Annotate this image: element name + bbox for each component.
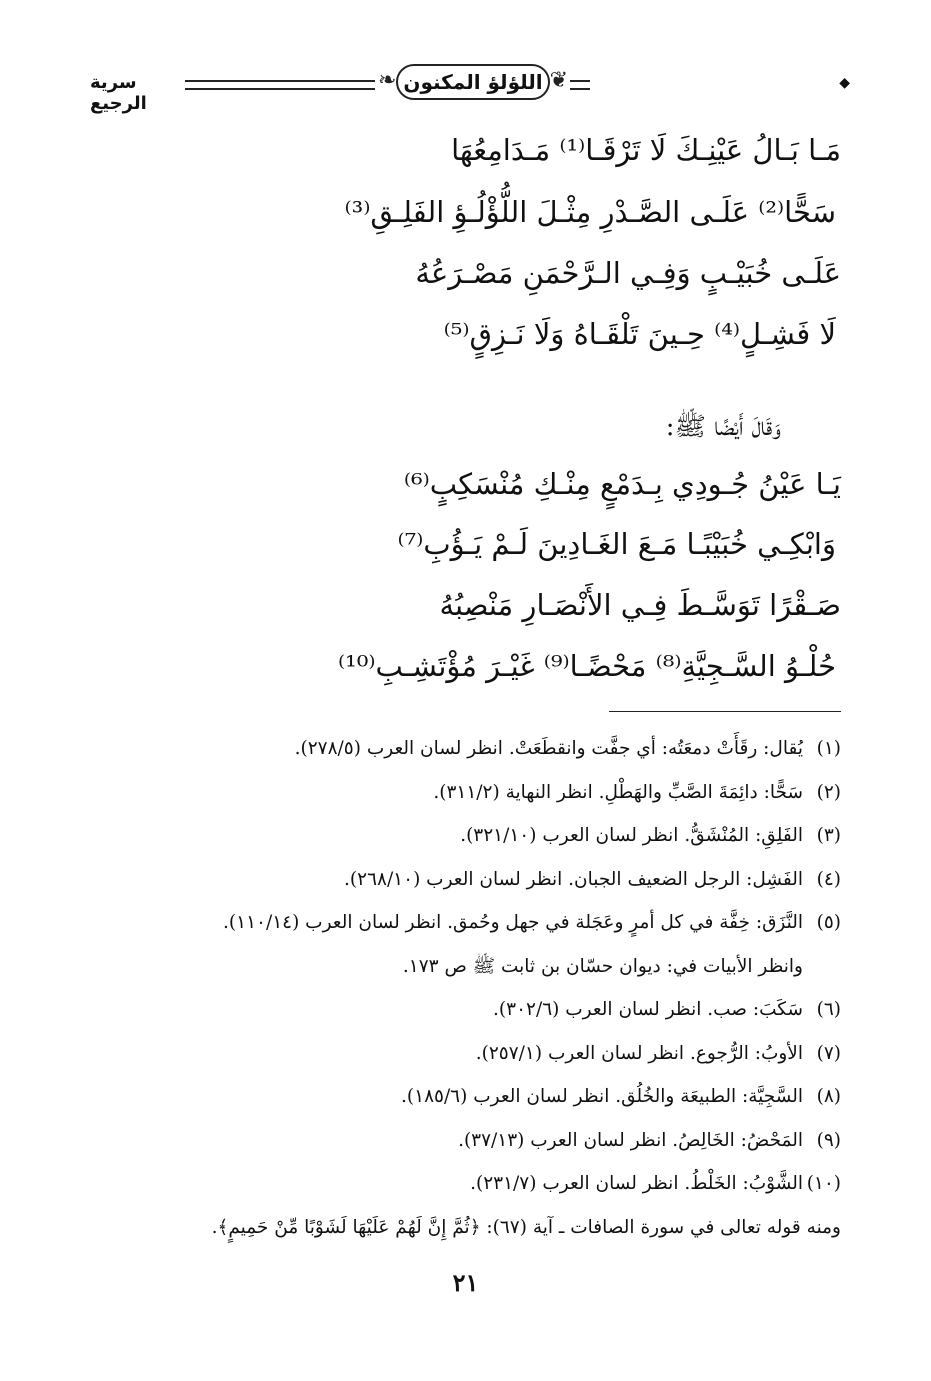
header-rule-right: [570, 80, 590, 90]
footnote-text: وانظر الأبيات في: ديوان حسّان بن ثابت ﷺ ص ١٧٣.: [402, 955, 803, 977]
footnote-continuation: [81, 945, 841, 989]
footnote: [81, 858, 841, 902]
footnote-separator: [609, 711, 841, 712]
verse-line: صَـقْرًا تَوَسَّـطَ فِـي الأَنْصَـارِ مَنْصِبُهُ: [439, 588, 841, 622]
footnote-text: يُقال: رقَأَتْ دمعَتُه: أي جفَّت وانقطَعَتْ. انظر لسان العرب (٢٧٨/٥).: [294, 738, 803, 759]
footnote-text: الأوبُ: الرُّجوع. انظر لسان العرب (٢٥٧/١).: [475, 1042, 803, 1064]
footnote-number: (٥): [816, 912, 841, 933]
footnote: [81, 771, 841, 815]
footnote-number: (٤): [816, 868, 841, 890]
verse-line: سَحًّا⁽²⁾ عَلَـى الصَّـدْرِ مِثْـلَ اللُّؤْلُـؤِ الفَلِـقِ⁽³⁾: [344, 195, 836, 229]
footnote-text: سَحًّا: دائِمَةَ الصَّبِّ والهَطْلِ. انظر النهاية (٣١١/٢).: [433, 781, 803, 803]
footnote-number: (٣): [816, 825, 841, 846]
footnote: [81, 1119, 841, 1163]
footnote-number: (٨): [816, 1086, 841, 1107]
footnote-text: ومنه قوله تعالى في سورة الصافات ـ آية (٦٧): ﴿ثُمَّ إِنَّ لَهُمْ عَلَيْهَا لَشَوْبًا مِّنْ حَمِيمٍ﴾.: [211, 1216, 841, 1238]
footnote-number: (١): [816, 738, 841, 759]
verse-line: وَابْكِـي خُبَيْبًـا مَـعَ الغَـادِينَ لَـمْ يَـؤُبِ⁽⁷⁾: [397, 527, 836, 561]
book-title: اللؤلؤ المكنون: [403, 70, 543, 94]
footnote: [81, 727, 841, 771]
verse-line: يَـا عَيْنُ جُـودِي بِـدَمْعٍ مِنْـكِ مُنْسَكِبٍ⁽⁶⁾: [403, 467, 841, 501]
footnote-number: (١٠): [806, 1173, 841, 1194]
book-title-cartouche: [378, 60, 568, 104]
page-number: ٢١: [452, 1268, 479, 1297]
footnote: [81, 1075, 841, 1119]
verse-line: عَلَـى خُبَيْـبٍ وَفِـي الـرَّحْمَنِ مَصْـرَعُهُ: [415, 256, 841, 290]
verse-line: حُلْـوُ السَّـجِيَّةِ⁽⁸⁾ مَحْضًـا⁽⁹⁾ غَيْـرَ مُؤْتَشِـبِ⁽¹⁰⁾: [337, 649, 836, 683]
footnote-text: النَّزَق: خِفَّة في كل أمرٍ وعَجَلة في جهل وحُمق. انظر لسان العرب (١١٠/١٤).: [223, 912, 803, 933]
footnote-text: المَحْضُ: الخَالِصُ. انظر لسان العرب (٣٧/١٣).: [458, 1129, 803, 1151]
verse-line: مَـا بَـالُ عَيْنِـكَ لَا تَرْقَـا⁽¹⁾ مَـدَامِعُهَا: [451, 133, 841, 167]
poem-intro: وَقَالَ أَيْضًا ﷺ:: [665, 412, 781, 442]
footnote: [81, 988, 841, 1032]
footnote: [81, 1032, 841, 1076]
footnote: [81, 1162, 841, 1206]
chapter-title: سرية الرجيع: [90, 72, 147, 114]
verse-line: لَا فَشِـلٍ⁽⁴⁾ حِـينَ تَلْقَـاهُ وَلَا نَـزِقٍ⁽⁵⁾: [443, 317, 836, 351]
ornament-left-icon: ❧: [378, 68, 397, 93]
footnote-number: (٧): [816, 1042, 841, 1064]
header-rule-left: [185, 80, 375, 90]
page-header: [90, 58, 850, 118]
footnote-number: (٩): [816, 1129, 841, 1151]
footnote-text: الشَّوْبُ: الخَلْطُ. انظر لسان العرب (٢٣١/٧).: [470, 1173, 803, 1194]
footnotes: [81, 727, 841, 1249]
footnote-continuation: [81, 1206, 841, 1250]
ornament-right-icon: ❦: [549, 68, 568, 93]
header-diamond-icon: ◆: [839, 75, 850, 91]
footnote-number: (٦): [816, 999, 841, 1020]
footnote: [81, 814, 841, 858]
footnote-text: السَّجِيَّة: الطبيعَة والخُلُق. انظر لسان العرب (١٨٥/٦).: [401, 1086, 803, 1107]
footnote-number: (٢): [816, 781, 841, 803]
footnote-text: الفَشِل: الرجل الضعيف الجبان. انظر لسان العرب (٢٦٨/١٠).: [344, 868, 803, 890]
footnote-text: الفَلِقِ: المُنْشَقُّ. انظر لسان العرب (٣٢١/١٠).: [460, 825, 803, 846]
footnote-text: سَكَبَ: صب. انظر لسان العرب (٣٠٢/٦).: [493, 999, 803, 1020]
footnote: [81, 901, 841, 945]
